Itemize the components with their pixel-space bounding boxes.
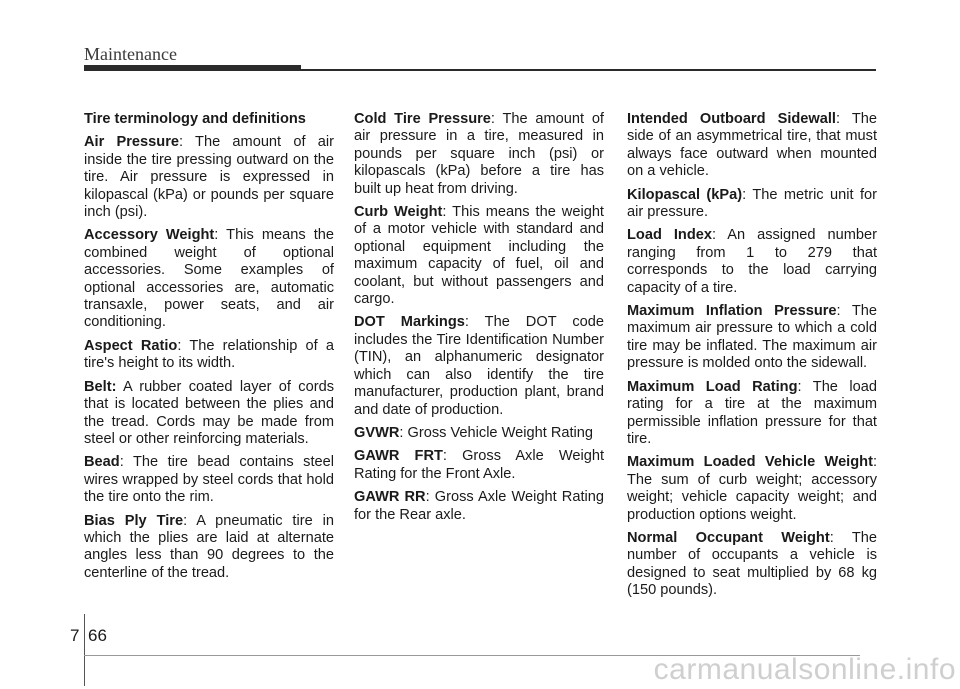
text-column-2	[354, 111, 604, 530]
definition-term: Intended Outboard Sidewall	[627, 111, 836, 127]
definition-term: GAWR FRT	[354, 448, 443, 465]
definition-text: : Gross Axle Weight Rating for the Front Axle.	[354, 448, 604, 482]
definition-text: : This means the combined weight of optional accessories. Some examples of optional accessories are, automatic transaxle, power seats, and air conditioning.	[84, 227, 334, 331]
definition-text: : An assigned number ranging from 1 to 279 that corresponds to the load carrying capacity of a tire.	[627, 227, 877, 296]
definition-entry	[84, 338, 334, 373]
definition-entry	[627, 227, 877, 297]
definition-entry	[84, 454, 334, 506]
header-rule-thin	[301, 69, 876, 71]
page-number: 66	[88, 626, 107, 645]
definition-term: Maximum Loaded Vehicle Weight	[627, 454, 873, 471]
definition-text: : The tire bead contains steel wires wrapped by steel cords that hold the tire onto the rim.	[84, 454, 334, 506]
definition-text: : The side of an asymmetrical tire, that must always face outward when mounted on a vehicle.	[627, 111, 877, 180]
definition-entry	[84, 134, 334, 221]
definition-text: : Gross Axle Weight Rating for the Rear axle.	[354, 489, 604, 523]
definition-term: Maximum Load Rating	[627, 378, 798, 395]
definition-term: Aspect Ratio	[84, 337, 178, 354]
article-heading: Tire terminology and definitions	[84, 111, 306, 127]
definition-term: Accessory Weight	[84, 227, 215, 244]
watermark: carmanualsonline.info	[653, 653, 956, 686]
text-column-3	[627, 111, 877, 606]
section-title: Maintenance	[84, 44, 177, 64]
definition-text: : The load rating for a tire at the maximum permissible inflation pressure for that tire.	[627, 378, 877, 447]
definition-text: : The DOT code includes the Tire Identification Number (TIN), an alphanumeric designator which can also identify the tire manufacturer, production plant, brand and date of production.	[354, 314, 604, 418]
chapter-number: 7	[70, 626, 80, 645]
definition-entry	[627, 379, 877, 449]
definition-text: : The amount of air inside the tire pressing outward on the tire. Air pressure is expressed in kilopascal (kPa) or pounds per square inch (psi).	[84, 134, 334, 221]
text-column-1	[84, 111, 334, 588]
definition-term: Bead	[84, 454, 120, 471]
definition-text: : The sum of curb weight; accessory weight; vehicle capacity weight; and production options weight.	[627, 454, 877, 523]
definition-text: : The maximum air pressure to which a cold tire may be inflated. The maximum air pressure is molded onto the sidewall.	[627, 303, 877, 372]
definition-term: Normal Occupant Weight	[627, 529, 830, 546]
definition-text: : A pneumatic tire in which the plies are laid at alternate angles less than 90 degrees to the centerline of the tread.	[84, 512, 334, 581]
definition-entry	[354, 425, 604, 442]
definition-term: Air Pressure	[84, 134, 179, 151]
definition-entry	[627, 111, 877, 181]
header-rule-thick	[84, 65, 301, 71]
definition-text: : The amount of air pressure in a tire, measured in pounds per square inch (psi) or kilopascals (kPa) before a tire has built up heat from driving.	[354, 111, 604, 197]
definition-text: : The metric unit for air pressure.	[627, 186, 877, 221]
definition-entry	[627, 530, 877, 600]
definition-text: : The relationship of a tire's height to its width.	[84, 337, 334, 372]
definition-term: GVWR	[354, 424, 400, 441]
definition-term: Belt:	[84, 378, 117, 395]
definition-entry	[354, 111, 604, 198]
definition-term: Bias Ply Tire	[84, 512, 184, 529]
definition-text: : This means the weight of a motor vehicle with standard and optional equipment including the maximum capacity of fuel, oil and coolant, but without passengers and cargo.	[354, 204, 604, 308]
definition-entry	[84, 379, 334, 449]
definition-entry	[84, 227, 334, 331]
definition-term: Maximum Inflation Pressure	[627, 303, 837, 320]
definition-term: Curb Weight	[354, 204, 443, 221]
definition-term: GAWR RR	[354, 489, 426, 506]
definition-text: : Gross Vehicle Weight Rating	[399, 424, 594, 441]
definition-text: A rubber coated layer of cords that is located between the plies and the tread. Cords may be made from steel or other reinforcing materials.	[84, 378, 334, 447]
definition-entry	[84, 513, 334, 583]
definition-entry	[627, 303, 877, 373]
definition-entry	[354, 314, 604, 418]
definition-term: Load Index	[627, 227, 712, 244]
definition-entry	[627, 454, 877, 524]
definition-term: Cold Tire Pressure	[354, 111, 491, 127]
definition-entry	[627, 187, 877, 222]
definition-entry	[354, 204, 604, 308]
definition-term: Kilopascal (kPa)	[627, 186, 743, 203]
footer-divider-vertical	[84, 614, 85, 686]
definition-term: DOT Markings	[354, 314, 465, 331]
definition-entry	[354, 448, 604, 483]
definition-entry	[354, 489, 604, 524]
definition-text: : The number of occupants a vehicle is designed to seat multiplied by 68 kg (150 pounds).	[627, 529, 877, 599]
